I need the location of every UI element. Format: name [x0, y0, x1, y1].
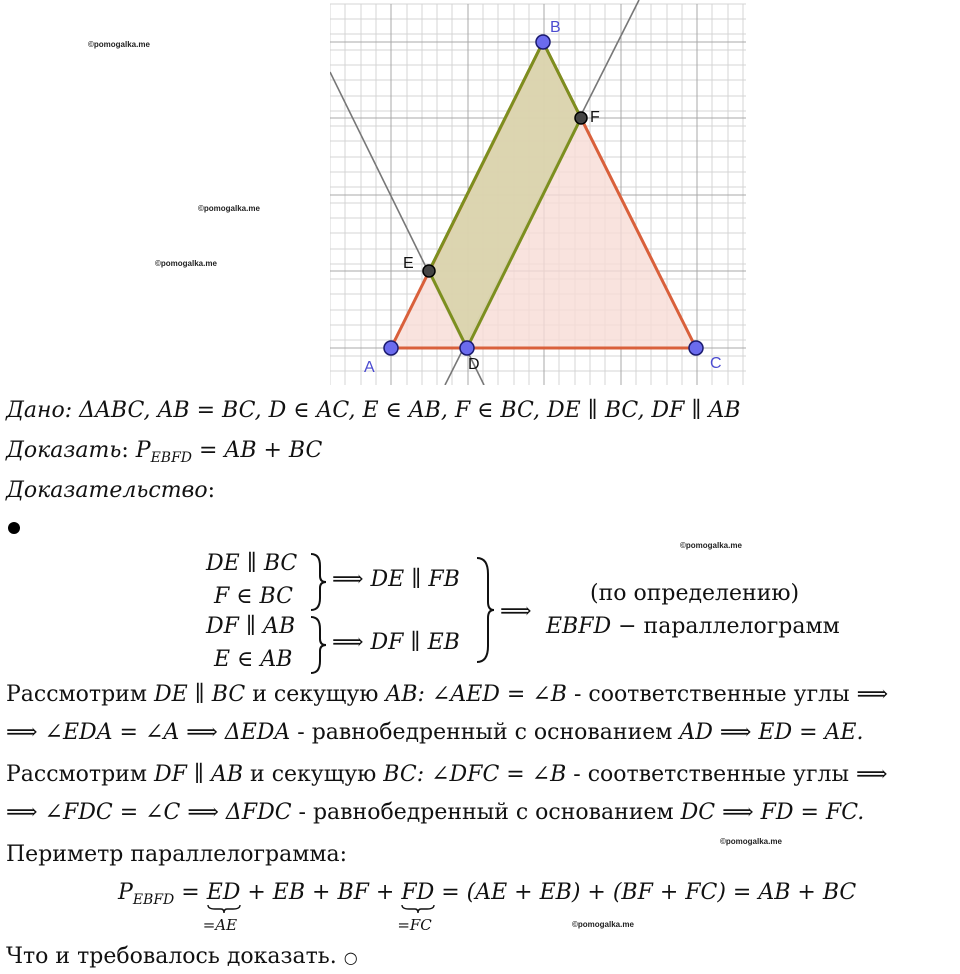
point-b	[536, 35, 550, 49]
formula-sub: EBFD	[132, 892, 175, 908]
underbrace-ed	[202, 878, 241, 934]
sys-big-arrow: ⟹	[500, 599, 532, 624]
brace-1	[308, 552, 328, 612]
text: Рассмотрим	[6, 682, 154, 707]
point-c	[689, 341, 703, 355]
prove-p: P	[135, 438, 151, 463]
text: - равнобедренный с основанием	[290, 720, 680, 745]
given-line	[6, 396, 741, 426]
sys-conclusion-1: ⟹ DE ∥ FB	[332, 567, 460, 592]
point-a	[384, 341, 398, 355]
math: ⟹ ∠EDA = ∠A ⟹ ΔEDA	[6, 720, 291, 745]
watermark: ©pomogalka.me	[155, 259, 217, 268]
text: - равнобедренный с основанием	[291, 800, 681, 825]
sys-result-math: EBFD	[546, 614, 612, 639]
geometry-figure	[330, 0, 750, 385]
prove-rest: = AB + BC	[192, 438, 323, 463]
brace-big	[474, 556, 496, 664]
text: и секущую	[245, 682, 386, 707]
watermark: ©pomogalka.me	[88, 40, 150, 49]
watermark: ©pomogalka.me	[720, 837, 782, 846]
conclusion-text: Что и требовалось доказать.	[6, 944, 337, 969]
sys-conclusion-2: ⟹ DF ∥ EB	[332, 630, 460, 655]
sys-row-3: DF ∥ AB	[206, 614, 296, 639]
prove-label: Доказать	[6, 438, 122, 463]
para2-line1	[6, 760, 888, 790]
label-c: C	[710, 355, 722, 372]
point-f	[575, 112, 587, 124]
formula-rest: = (AE + EB) + (BF + FC) = AB + BC	[434, 880, 857, 905]
math: AD ⟹ ED = AE.	[679, 720, 864, 745]
watermark: ©pomogalka.me	[198, 204, 260, 213]
para1-line2	[6, 718, 863, 748]
label-e: E	[403, 255, 414, 272]
point-d	[460, 341, 474, 355]
proof-label-line	[6, 476, 215, 506]
text: Рассмотрим	[6, 762, 154, 787]
formula-mid: + EB + BF +	[240, 880, 402, 905]
sys-result	[546, 613, 840, 641]
sys-row-2: F ∈ BC	[214, 584, 293, 609]
math: AB: ∠AED = ∠B	[385, 682, 567, 707]
math: DF ∥ AB	[153, 762, 244, 787]
perimeter-label: Периметр параллелограмма:	[6, 842, 347, 867]
conclusion-line	[6, 942, 358, 973]
sys-result-text: − параллелограмм	[611, 614, 840, 639]
formula-fd: FD	[401, 880, 435, 905]
prove-colon: :	[121, 438, 136, 463]
label-a: A	[364, 359, 375, 376]
underbrace-ed-label: =AE	[202, 916, 238, 934]
para1-line1	[6, 680, 888, 710]
math: ⟹ ∠FDC = ∠C ⟹ ΔFDC	[6, 800, 292, 825]
underbrace-fd	[397, 878, 435, 934]
proof-colon: :	[207, 478, 216, 503]
para2-line2	[6, 798, 864, 828]
math: DC ⟹ FD = FC.	[680, 800, 865, 825]
math: DE ∥ BC	[153, 682, 246, 707]
formula-ed: ED	[206, 880, 241, 905]
text: - соответственные углы ⟹	[566, 762, 888, 787]
formula-p: P	[118, 880, 133, 905]
formula-eq: =	[174, 880, 207, 905]
prove-sub: EBFD	[150, 450, 193, 466]
point-e	[423, 265, 435, 277]
given-label: Дано	[6, 398, 65, 423]
text: - соответственные углы ⟹	[566, 682, 889, 707]
sys-reason: (по определению)	[590, 581, 800, 606]
label-d: D	[468, 356, 480, 373]
sys-row-1: DE ∥ BC	[206, 551, 298, 576]
watermark: ©pomogalka.me	[572, 920, 634, 929]
given-text: : ΔABC, AB = BC, D ∈ AC, E ∈ AB, F ∈ BC, DE ∥ BC, DF ∥ AB	[64, 398, 741, 423]
math: BC: ∠DFC = ∠B	[383, 762, 567, 787]
brace-2	[308, 615, 328, 675]
watermark: ©pomogalka.me	[680, 541, 742, 550]
label-f: F	[590, 109, 600, 126]
text: и секущую	[243, 762, 384, 787]
end-mark: ○	[343, 948, 358, 967]
sys-row-4: E ∈ AB	[214, 647, 293, 672]
prove-line	[6, 436, 322, 473]
underbrace-fd-label: =FC	[397, 916, 432, 934]
bullet	[8, 522, 20, 534]
label-b: B	[550, 19, 561, 36]
proof-label: Доказательство	[6, 478, 208, 503]
